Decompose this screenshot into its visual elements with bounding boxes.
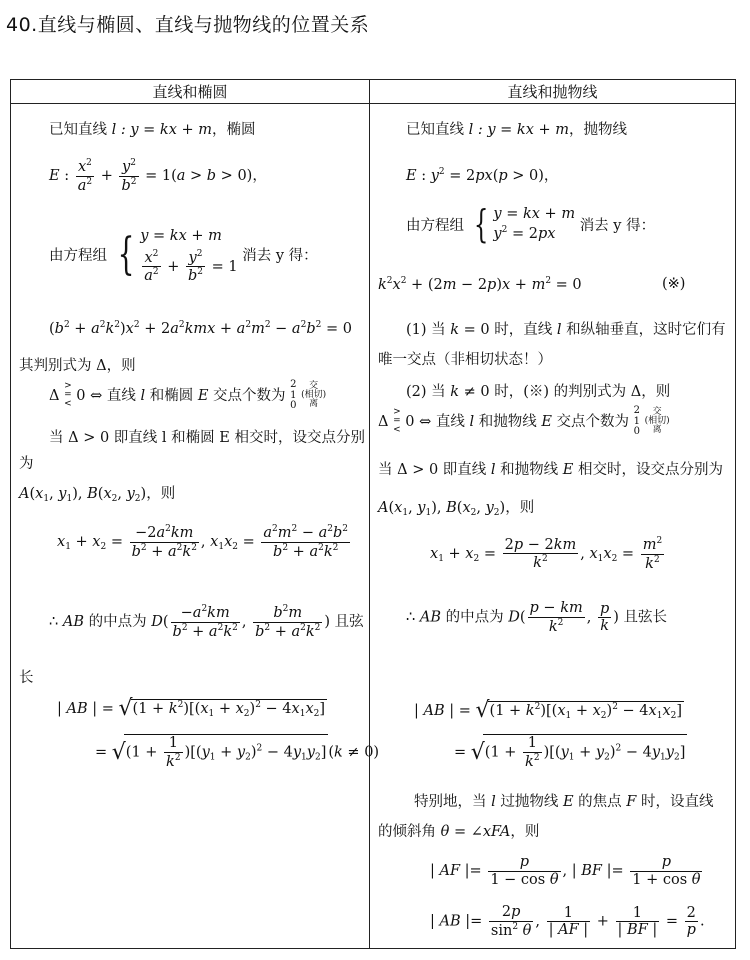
parabola-delta-cases: Δ > = < 0 ⇔ 直线 l 和抛物线 E 交点个数为 2 1 0 交 (相切) 离 xyxy=(378,405,670,437)
ellipse-delta-cases: Δ > = < 0 ⇔ 直线 l 和椭圆 E 交点个数为 2 1 0 交 (相切) 离 xyxy=(49,379,327,411)
ellipse-chord-y: = √(1 + $\frac{1}{k^2}$ )$[(y_1 + y_2)^2 - 4y_1y_2] (k \ne 0)$ xyxy=(95,735,380,770)
header-parabola: 直线和抛物线 xyxy=(370,80,735,104)
ellipse-vieta: $x_1 + x_2$ = $\frac{-2a^2km}{b^2 + a^2k^2}$ , $x_1x_2$ = $\frac{a^2m^2 - a^2b^2}{b^2 + a^2k^2}$ xyxy=(57,524,349,560)
parabola-quadratic: $k^2x^2 + (2m - 2p)x + m^2 = 0$ xyxy=(378,276,582,293)
parabola-special-b: 的倾斜角 θ = ∠xFA，则 xyxy=(378,824,540,840)
ellipse-points: $A(x_1$, $y_1$), $B(x_2$, $y_2$)，则 xyxy=(19,486,176,504)
header-ellipse: 直线和椭圆 xyxy=(11,80,369,104)
ellipse-quadratic: $(b^2 + a^2k^2)x^2 + 2a^2kmx + a^2m^2 - a^2b^2 = 0$ xyxy=(49,320,352,337)
parabola-system: 由方程组 { y = kx + m $y^2 = 2px$ 消去 y 得： xyxy=(406,202,656,247)
ellipse-midpoint: ∴ AB 的中点为 D( $\frac{-a^2km}{b^2 + a^2k^2}$ , $\frac{b^2m}{b^2 + a^2k^2}$ ) 且弦 xyxy=(49,604,364,640)
ellipse-midpoint-cont: 长 xyxy=(19,670,34,686)
ellipse-intersect-b: 为 xyxy=(19,456,34,472)
page-title: 40.直线与椭圆、直线与抛物线的位置关系 xyxy=(6,14,370,36)
parabola-case1-b: 唯一交点（非相切状态！） xyxy=(378,352,552,368)
parabola-intersect: 当 Δ > 0 即直线 l 和抛物线 E 相交时，设交点分别为 xyxy=(378,462,723,478)
parabola-equation: E : $y^2 = 2px(p > 0)$， xyxy=(406,167,559,184)
ellipse-column xyxy=(11,104,380,948)
ellipse-given: 已知直线 l : y = kx + m，椭圆 xyxy=(49,122,256,138)
ellipse-intersect-a: 当 Δ > 0 即直线 l 和椭圆 E 相交时，设交点分别 xyxy=(49,430,365,446)
comparison-table xyxy=(10,79,736,949)
parabola-focal-radii: | AF |= $\frac{p}{\text{1 − cos θ}}$ , | BF |= $\frac{p}{\text{1 + cos θ}}$ xyxy=(430,854,701,888)
parabola-special-a: 特别地，当 l 过抛物线 E 的焦点 F 时，设直线 xyxy=(414,794,714,810)
equation-mark: (※) xyxy=(662,276,686,292)
parabola-points: $A(x_1$, $y_1$), $B(x_2$, $y_2$)，则 xyxy=(378,500,535,518)
parabola-column xyxy=(370,104,735,948)
ellipse-equation: E : $\frac{x^2}{a^2}$ + $\frac{y^2}{b^2}$ = 1(a > b > 0)， xyxy=(49,158,267,194)
parabola-chord-x: | AB | = $√(1 + k^2)[(x_1 + x_2)^2 - 4x_1x_2]$ xyxy=(414,698,683,723)
ellipse-system: 由方程组 { y = kx + m $\frac{x^2}{a^2}$ + $\frac{y^2}{b^2}$ = 1 消去 y 得： xyxy=(49,228,318,285)
ellipse-discriminant: 其判别式为 Δ，则 xyxy=(19,358,136,374)
parabola-case1-a: (1) 当 k = 0 时，直线 l 和纵轴垂直，这时它们有 xyxy=(406,322,726,338)
parabola-given: 已知直线 l : y = kx + m，抛物线 xyxy=(406,122,627,138)
parabola-midpoint: ∴ AB 的中点为 D( $\frac{p - km}{k^2}$ , $\frac{p}{k}$ ) 且弦长 xyxy=(406,600,668,635)
parabola-vieta: $x_1 + x_2$ = $\frac{2p - 2km}{k^2}$ , $x_1x_2$ = $\frac{m^2}{k^2}$ xyxy=(430,536,663,572)
parabola-chord-y: = √(1 + $\frac{1}{k^2}$ )$[(y_1 + y_2)^2 - 4y_1y_2]$ xyxy=(454,735,686,770)
parabola-case2: (2) 当 k ≠ 0 时，(※) 的判别式为 Δ，则 xyxy=(406,384,671,400)
ellipse-chord-x: | AB | = $√(1 + k^2)[(x_1 + x_2)^2 - 4x_1x_2]$ xyxy=(57,696,326,721)
parabola-focal-chord: | AB |= $\frac{2p}{\sin^2 \theta}$ , $\frac{1}{| AF |}$ + $\frac{1}{| BF |}$ = $\frac{2}{p}$ . xyxy=(430,904,705,939)
